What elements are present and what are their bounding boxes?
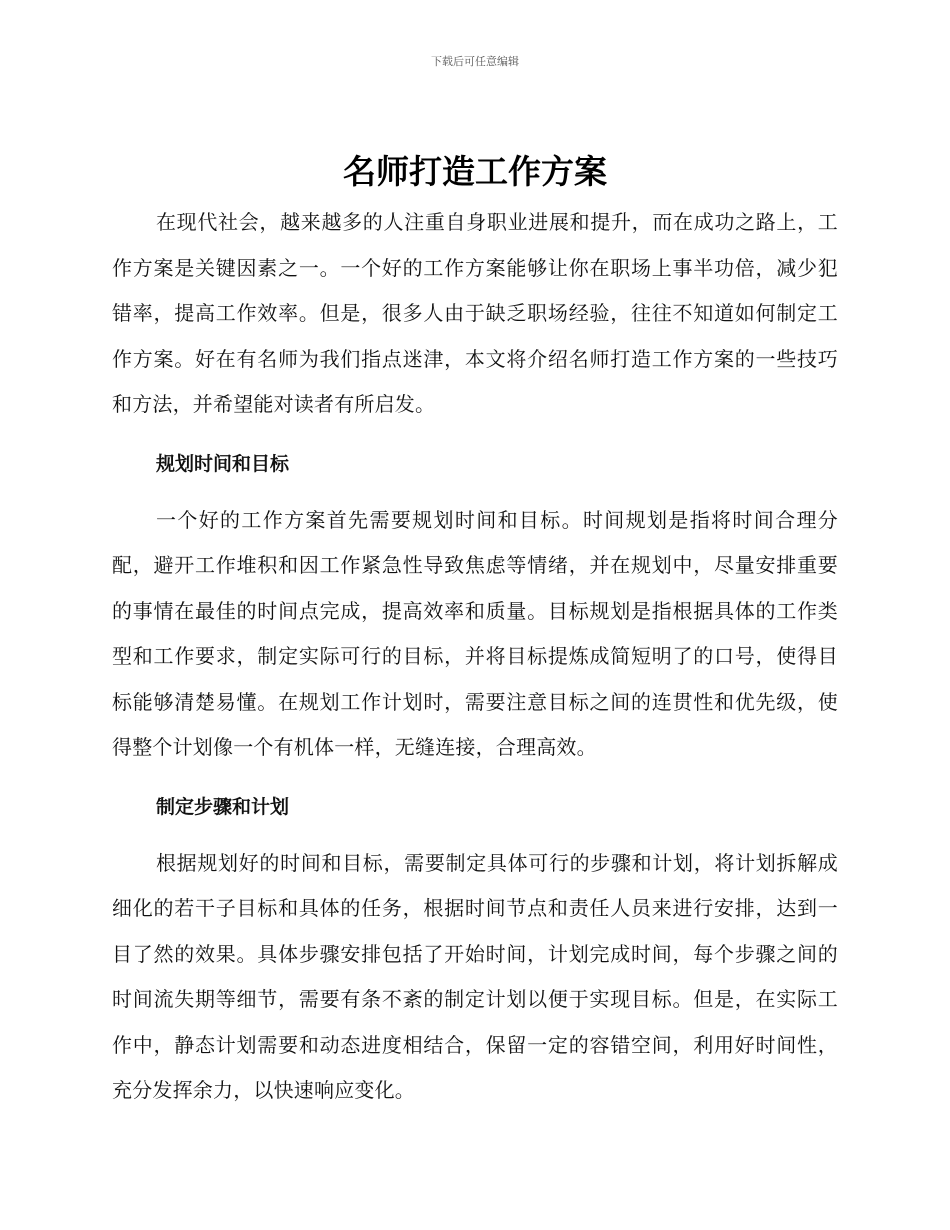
intro-paragraph: 在现代社会，越来越多的人注重自身职业进展和提升，而在成功之路上，工作方案是关键因素之一。一个好的工作方案能够让你在职场上事半功倍，减少犯错率，提高工作效率。但是，很多人由于缺乏职场经验，往往不知道如何制定工作方案。好在有名师为我们指点迷津，本文将介绍名师打造工作方案的一些技巧和方法，并希望能对读者有所启发。 — [112, 210, 838, 416]
section-paragraph-steps-plan: 根据规划好的时间和目标，需要制定具体可行的步骤和计划，将计划拆解成细化的若干子目标和具体的任务，根据时间节点和责任人员来进行安排，达到一目了然的效果。具体步骤安排包括了开始时间，计划完成时间，每个步骤之间的时间流失期等细节，需要有条不紊的制定计划以便于实现目标。但是，在实际工作中，静态计划需要和动态进度相结合，保留一定的容错空间，利用好时间性，充分发挥余力，以快速响应变化。 — [112, 850, 838, 1102]
section-heading-steps-plan: 制定步骤和计划 — [156, 795, 290, 818]
section-heading-time-goals: 规划时间和目标 — [156, 452, 290, 475]
document-title: 名师打造工作方案 — [343, 152, 607, 191]
document-body — [112, 200, 838, 1114]
header-note: 下载后可任意编辑 — [431, 55, 519, 68]
section-paragraph-time-goals: 一个好的工作方案首先需要规划时间和目标。时间规划是指将时间合理分配，避开工作堆积和因工作紧急性导致焦虑等情绪，并在规划中，尽量安排重要的事情在最佳的时间点完成，提高效率和质量。目标规划是指根据具体的工作类型和工作要求，制定实际可行的目标，并将目标提炼成简短明了的口号，使得目标能够清楚易懂。在规划工作计划时，需要注意目标之间的连贯性和优先级，使得整个计划像一个有机体一样，无缝连接，合理高效。 — [112, 507, 838, 759]
